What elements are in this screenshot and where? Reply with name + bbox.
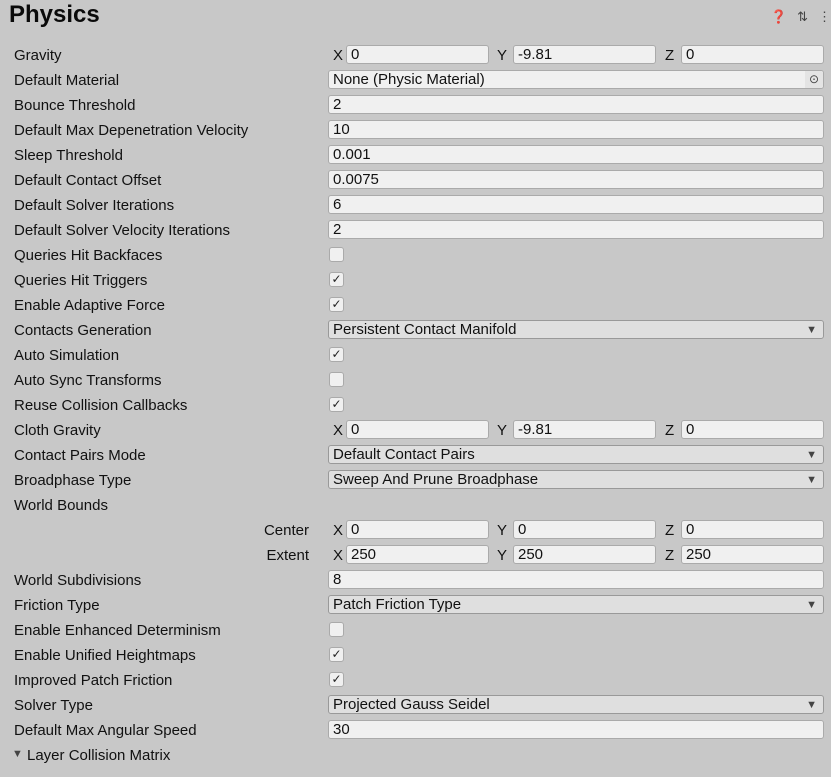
- broadphase-type-dropdown[interactable]: [328, 470, 824, 489]
- chevron-down-icon: ▼: [806, 324, 817, 336]
- center-y-field[interactable]: 0: [513, 520, 656, 539]
- default-contact-offset-field[interactable]: 0.0075: [328, 170, 824, 189]
- setting-label: Enable Unified Heightmaps: [14, 647, 196, 664]
- default-solver-iterations-field[interactable]: 6: [328, 195, 824, 214]
- extent-y-field[interactable]: 250: [513, 545, 656, 564]
- axis-label-z: Z: [665, 547, 675, 564]
- queries-hit-backfaces-checkbox[interactable]: [329, 247, 344, 262]
- setting-row-default-contact-offset: [0, 168, 831, 193]
- setting-label: Enable Adaptive Force: [14, 297, 165, 314]
- axis-label-z: Z: [665, 47, 675, 64]
- setting-label: World Bounds: [14, 497, 108, 514]
- axis-label-y: Y: [497, 522, 508, 539]
- reuse-collision-callbacks-checkbox[interactable]: ✓: [329, 397, 344, 412]
- setting-row-contact-pairs-mode: [0, 443, 831, 468]
- setting-label: Bounce Threshold: [14, 97, 136, 114]
- axis-label-x: X: [333, 422, 344, 439]
- setting-label: Friction Type: [14, 597, 100, 614]
- setting-label: Gravity: [14, 47, 62, 64]
- more-icon[interactable]: ⋮: [818, 9, 831, 24]
- setting-row-auto-simulation: [0, 343, 831, 368]
- auto-simulation-checkbox[interactable]: ✓: [329, 347, 344, 362]
- center-z-field[interactable]: 0: [681, 520, 824, 539]
- preset-icon[interactable]: ⇅: [797, 9, 808, 24]
- default-material-object-field[interactable]: [328, 70, 824, 89]
- default-solver-velocity-iterations-field[interactable]: 2: [328, 220, 824, 239]
- setting-row-world-subdivisions: [0, 568, 831, 593]
- setting-row-queries-hit-backfaces: [0, 243, 831, 268]
- foldout-arrow-icon[interactable]: ▼: [12, 748, 23, 760]
- world-subdivisions-field[interactable]: 8: [328, 570, 824, 589]
- extent-x-field[interactable]: 250: [346, 545, 489, 564]
- chevron-down-icon: ▼: [806, 699, 817, 711]
- axis-label-x: X: [333, 522, 344, 539]
- cloth-gravity-y-field[interactable]: -9.81: [513, 420, 656, 439]
- axis-label-x: X: [333, 47, 344, 64]
- contacts-generation-dropdown[interactable]: [328, 320, 824, 339]
- setting-label: Queries Hit Triggers: [14, 272, 148, 289]
- setting-label: Auto Sync Transforms: [14, 372, 162, 389]
- setting-row-default-max-depenetration-velocity: [0, 118, 831, 143]
- setting-row-bounce-threshold: [0, 93, 831, 118]
- setting-row-gravity: [0, 43, 831, 68]
- enable-adaptive-force-checkbox[interactable]: ✓: [329, 297, 344, 312]
- default-max-angular-speed-field[interactable]: 30: [328, 720, 824, 739]
- setting-label: Default Contact Offset: [14, 172, 162, 189]
- friction-type-dropdown[interactable]: [328, 595, 824, 614]
- setting-row-enable-enhanced-determinism: [0, 618, 831, 643]
- setting-row-cloth-gravity: [0, 418, 831, 443]
- setting-label: Cloth Gravity: [14, 422, 101, 439]
- chevron-down-icon: ▼: [806, 474, 817, 486]
- setting-row-solver-type: [0, 693, 831, 718]
- setting-row-default-max-angular-speed: [0, 718, 831, 743]
- page-title: Physics: [9, 1, 100, 28]
- axis-label-y: Y: [497, 547, 508, 564]
- sleep-threshold-field[interactable]: 0.001: [328, 145, 824, 164]
- setting-row-extent: [0, 543, 831, 568]
- setting-row-center: [0, 518, 831, 543]
- object-picker-icon[interactable]: ⊙: [805, 71, 823, 88]
- setting-label: Auto Simulation: [14, 347, 120, 364]
- center-x-field[interactable]: 0: [346, 520, 489, 539]
- extent-z-field[interactable]: 250: [681, 545, 824, 564]
- enable-unified-heightmaps-checkbox[interactable]: ✓: [329, 647, 344, 662]
- dropdown-value: Patch Friction Type: [333, 596, 462, 613]
- improved-patch-friction-checkbox[interactable]: ✓: [329, 672, 344, 687]
- setting-label: Queries Hit Backfaces: [14, 247, 163, 264]
- setting-label: Default Solver Velocity Iterations: [14, 222, 230, 239]
- setting-label: Improved Patch Friction: [14, 672, 173, 689]
- setting-label: Contact Pairs Mode: [14, 447, 146, 464]
- setting-label: World Subdivisions: [14, 572, 142, 589]
- setting-row-world-bounds: [0, 493, 831, 518]
- chevron-down-icon: ▼: [806, 599, 817, 611]
- setting-row-broadphase-type: [0, 468, 831, 493]
- cloth-gravity-z-field[interactable]: 0: [681, 420, 824, 439]
- setting-label: Default Max Angular Speed: [14, 722, 197, 739]
- dropdown-value: Default Contact Pairs: [333, 446, 475, 463]
- setting-row-queries-hit-triggers: [0, 268, 831, 293]
- setting-label: Default Material: [14, 72, 120, 89]
- setting-row-sleep-threshold: [0, 143, 831, 168]
- setting-label: Broadphase Type: [14, 472, 132, 489]
- solver-type-dropdown[interactable]: [328, 695, 824, 714]
- cloth-gravity-x-field[interactable]: 0: [346, 420, 489, 439]
- axis-label-y: Y: [497, 422, 508, 439]
- axis-label-y: Y: [497, 47, 508, 64]
- dropdown-value: Sweep And Prune Broadphase: [333, 471, 539, 488]
- gravity-z-field[interactable]: 0: [681, 45, 824, 64]
- setting-row-contacts-generation: [0, 318, 831, 343]
- axis-label-x: X: [333, 547, 344, 564]
- object-value: None (Physic Material): [333, 71, 485, 88]
- default-max-depenetration-velocity-field[interactable]: 10: [328, 120, 824, 139]
- chevron-down-icon: ▼: [806, 449, 817, 461]
- axis-label-z: Z: [665, 422, 675, 439]
- setting-label: Reuse Collision Callbacks: [14, 397, 188, 414]
- setting-row-layer-collision-matrix: [0, 743, 831, 768]
- sub-label: Extent: [266, 547, 309, 564]
- setting-row-default-solver-iterations: [0, 193, 831, 218]
- setting-label: Solver Type: [14, 697, 93, 714]
- setting-label: Default Solver Iterations: [14, 197, 175, 214]
- setting-label: Contacts Generation: [14, 322, 152, 339]
- setting-label: Default Max Depenetration Velocity: [14, 122, 249, 139]
- enable-enhanced-determinism-checkbox[interactable]: [329, 622, 344, 637]
- gravity-y-field[interactable]: -9.81: [513, 45, 656, 64]
- setting-label: Sleep Threshold: [14, 147, 123, 164]
- dropdown-value: Projected Gauss Seidel: [333, 696, 490, 713]
- foldout-label[interactable]: Layer Collision Matrix: [27, 747, 171, 764]
- contact-pairs-mode-dropdown[interactable]: [328, 445, 824, 464]
- queries-hit-triggers-checkbox[interactable]: ✓: [329, 272, 344, 287]
- setting-row-improved-patch-friction: [0, 668, 831, 693]
- header-icons: [771, 9, 831, 25]
- auto-sync-transforms-checkbox[interactable]: [329, 372, 344, 387]
- setting-row-auto-sync-transforms: [0, 368, 831, 393]
- setting-row-reuse-collision-callbacks: [0, 393, 831, 418]
- dropdown-value: Persistent Contact Manifold: [333, 321, 517, 338]
- setting-row-default-material: [0, 68, 831, 93]
- setting-label: Enable Enhanced Determinism: [14, 622, 221, 639]
- axis-label-z: Z: [665, 522, 675, 539]
- sub-label: Center: [263, 522, 309, 539]
- bounce-threshold-field[interactable]: 2: [328, 95, 824, 114]
- gravity-x-field[interactable]: 0: [346, 45, 489, 64]
- setting-row-default-solver-velocity-iterations: [0, 218, 831, 243]
- help-icon[interactable]: ❓: [770, 9, 788, 24]
- setting-row-enable-unified-heightmaps: [0, 643, 831, 668]
- setting-row-friction-type: [0, 593, 831, 618]
- setting-row-enable-adaptive-force: [0, 293, 831, 318]
